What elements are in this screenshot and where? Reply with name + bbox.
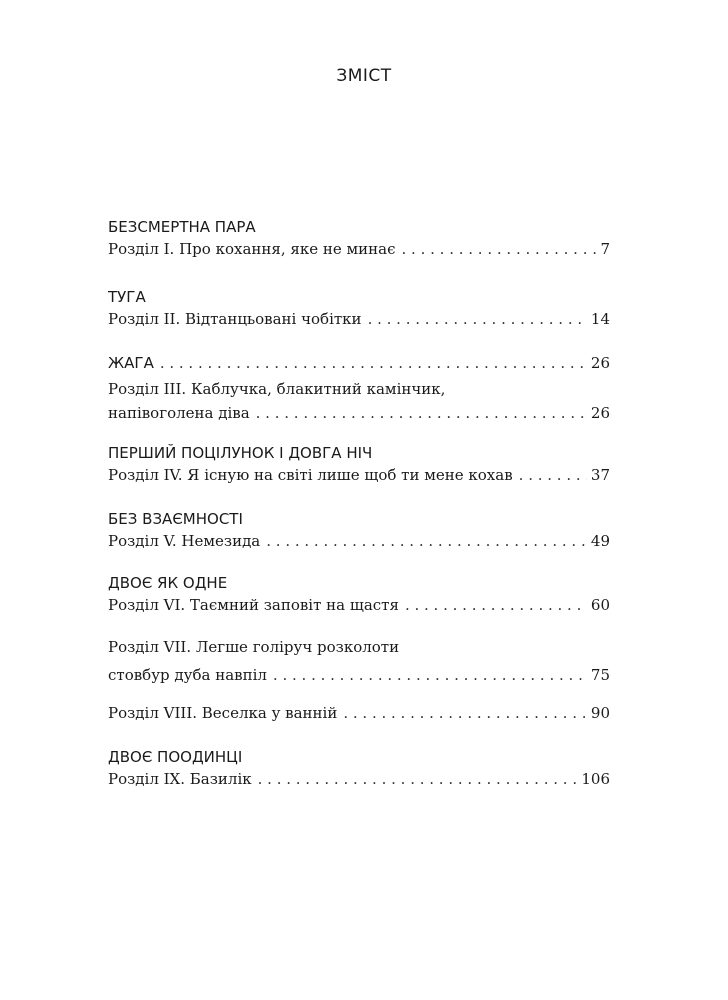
chapter-title: Розділ IV. Я існую на світі лише щоб ти мене кохав bbox=[108, 466, 513, 484]
chapter-title: Розділ VIII. Веселка у ванній bbox=[108, 704, 338, 722]
toc-section bbox=[108, 636, 610, 686]
toc-section bbox=[108, 216, 610, 260]
part-heading: ТУГА bbox=[108, 288, 146, 306]
chapter-title: Розділ V. Немезида bbox=[108, 532, 261, 550]
page-number: 26 bbox=[590, 354, 610, 372]
toc-section bbox=[108, 572, 610, 616]
part-heading: БЕЗСМЕРТНА ПАРА bbox=[108, 218, 256, 236]
page-number: 14 bbox=[590, 310, 610, 328]
page-number: 60 bbox=[590, 596, 610, 614]
part-heading: ДВОЄ ПООДИНЦІ bbox=[108, 748, 243, 766]
chapter-title: Розділ VI. Таємний заповіт на щастя bbox=[108, 596, 399, 614]
page-title: ЗМІСТ bbox=[336, 66, 392, 86]
page-number: 37 bbox=[590, 466, 610, 484]
chapter-title: Розділ IX. Базилік bbox=[108, 770, 252, 788]
dot-leader bbox=[343, 702, 587, 724]
page-number: 7 bbox=[600, 240, 610, 258]
chapter-title: напівоголена діва bbox=[108, 404, 250, 422]
toc-part-entry[interactable] bbox=[108, 352, 610, 374]
toc-entry[interactable] bbox=[108, 402, 610, 424]
part-heading: БЕЗ ВЗАЄМНОСТІ bbox=[108, 510, 243, 528]
part-heading: ЖАГА bbox=[108, 354, 154, 372]
dot-leader bbox=[256, 402, 587, 424]
toc-entry[interactable] bbox=[108, 702, 610, 724]
toc-section bbox=[108, 352, 610, 424]
toc-entry[interactable] bbox=[108, 664, 610, 686]
dot-leader bbox=[368, 308, 587, 330]
toc-entry[interactable] bbox=[108, 530, 610, 552]
toc-entry[interactable] bbox=[108, 594, 610, 616]
toc-entry[interactable] bbox=[108, 464, 610, 486]
toc-section bbox=[108, 746, 610, 790]
dot-leader bbox=[266, 530, 587, 552]
dot-leader bbox=[402, 238, 597, 260]
toc-section bbox=[108, 702, 610, 724]
toc-entry[interactable] bbox=[108, 308, 610, 330]
dot-leader bbox=[160, 352, 587, 374]
chapter-title-line: Розділ III. Каблучка, блакитний камінчик, bbox=[108, 380, 446, 398]
part-heading: ДВОЄ ЯК ОДНЕ bbox=[108, 574, 228, 592]
chapter-title: Розділ I. Про кохання, яке не минає bbox=[108, 240, 396, 258]
toc-section bbox=[108, 442, 610, 486]
toc-section bbox=[108, 286, 610, 330]
page-number: 26 bbox=[590, 404, 610, 422]
page-number: 106 bbox=[581, 770, 610, 788]
dot-leader bbox=[273, 664, 587, 686]
chapter-title-line: Розділ VII. Легше голіруч розколоти bbox=[108, 638, 400, 656]
dot-leader bbox=[258, 768, 578, 790]
part-heading: ПЕРШИЙ ПОЦІЛУНОК І ДОВГА НІЧ bbox=[108, 444, 373, 462]
dot-leader bbox=[519, 464, 587, 486]
toc-section bbox=[108, 508, 610, 552]
page-number: 75 bbox=[590, 666, 610, 684]
toc-entry[interactable] bbox=[108, 768, 610, 790]
chapter-title: стовбур дуба навпіл bbox=[108, 666, 267, 684]
page-number: 90 bbox=[590, 704, 610, 722]
page-number: 49 bbox=[590, 532, 610, 550]
dot-leader bbox=[405, 594, 587, 616]
toc-entry[interactable] bbox=[108, 238, 610, 260]
chapter-title: Розділ II. Відтанцьовані чобітки bbox=[108, 310, 362, 328]
